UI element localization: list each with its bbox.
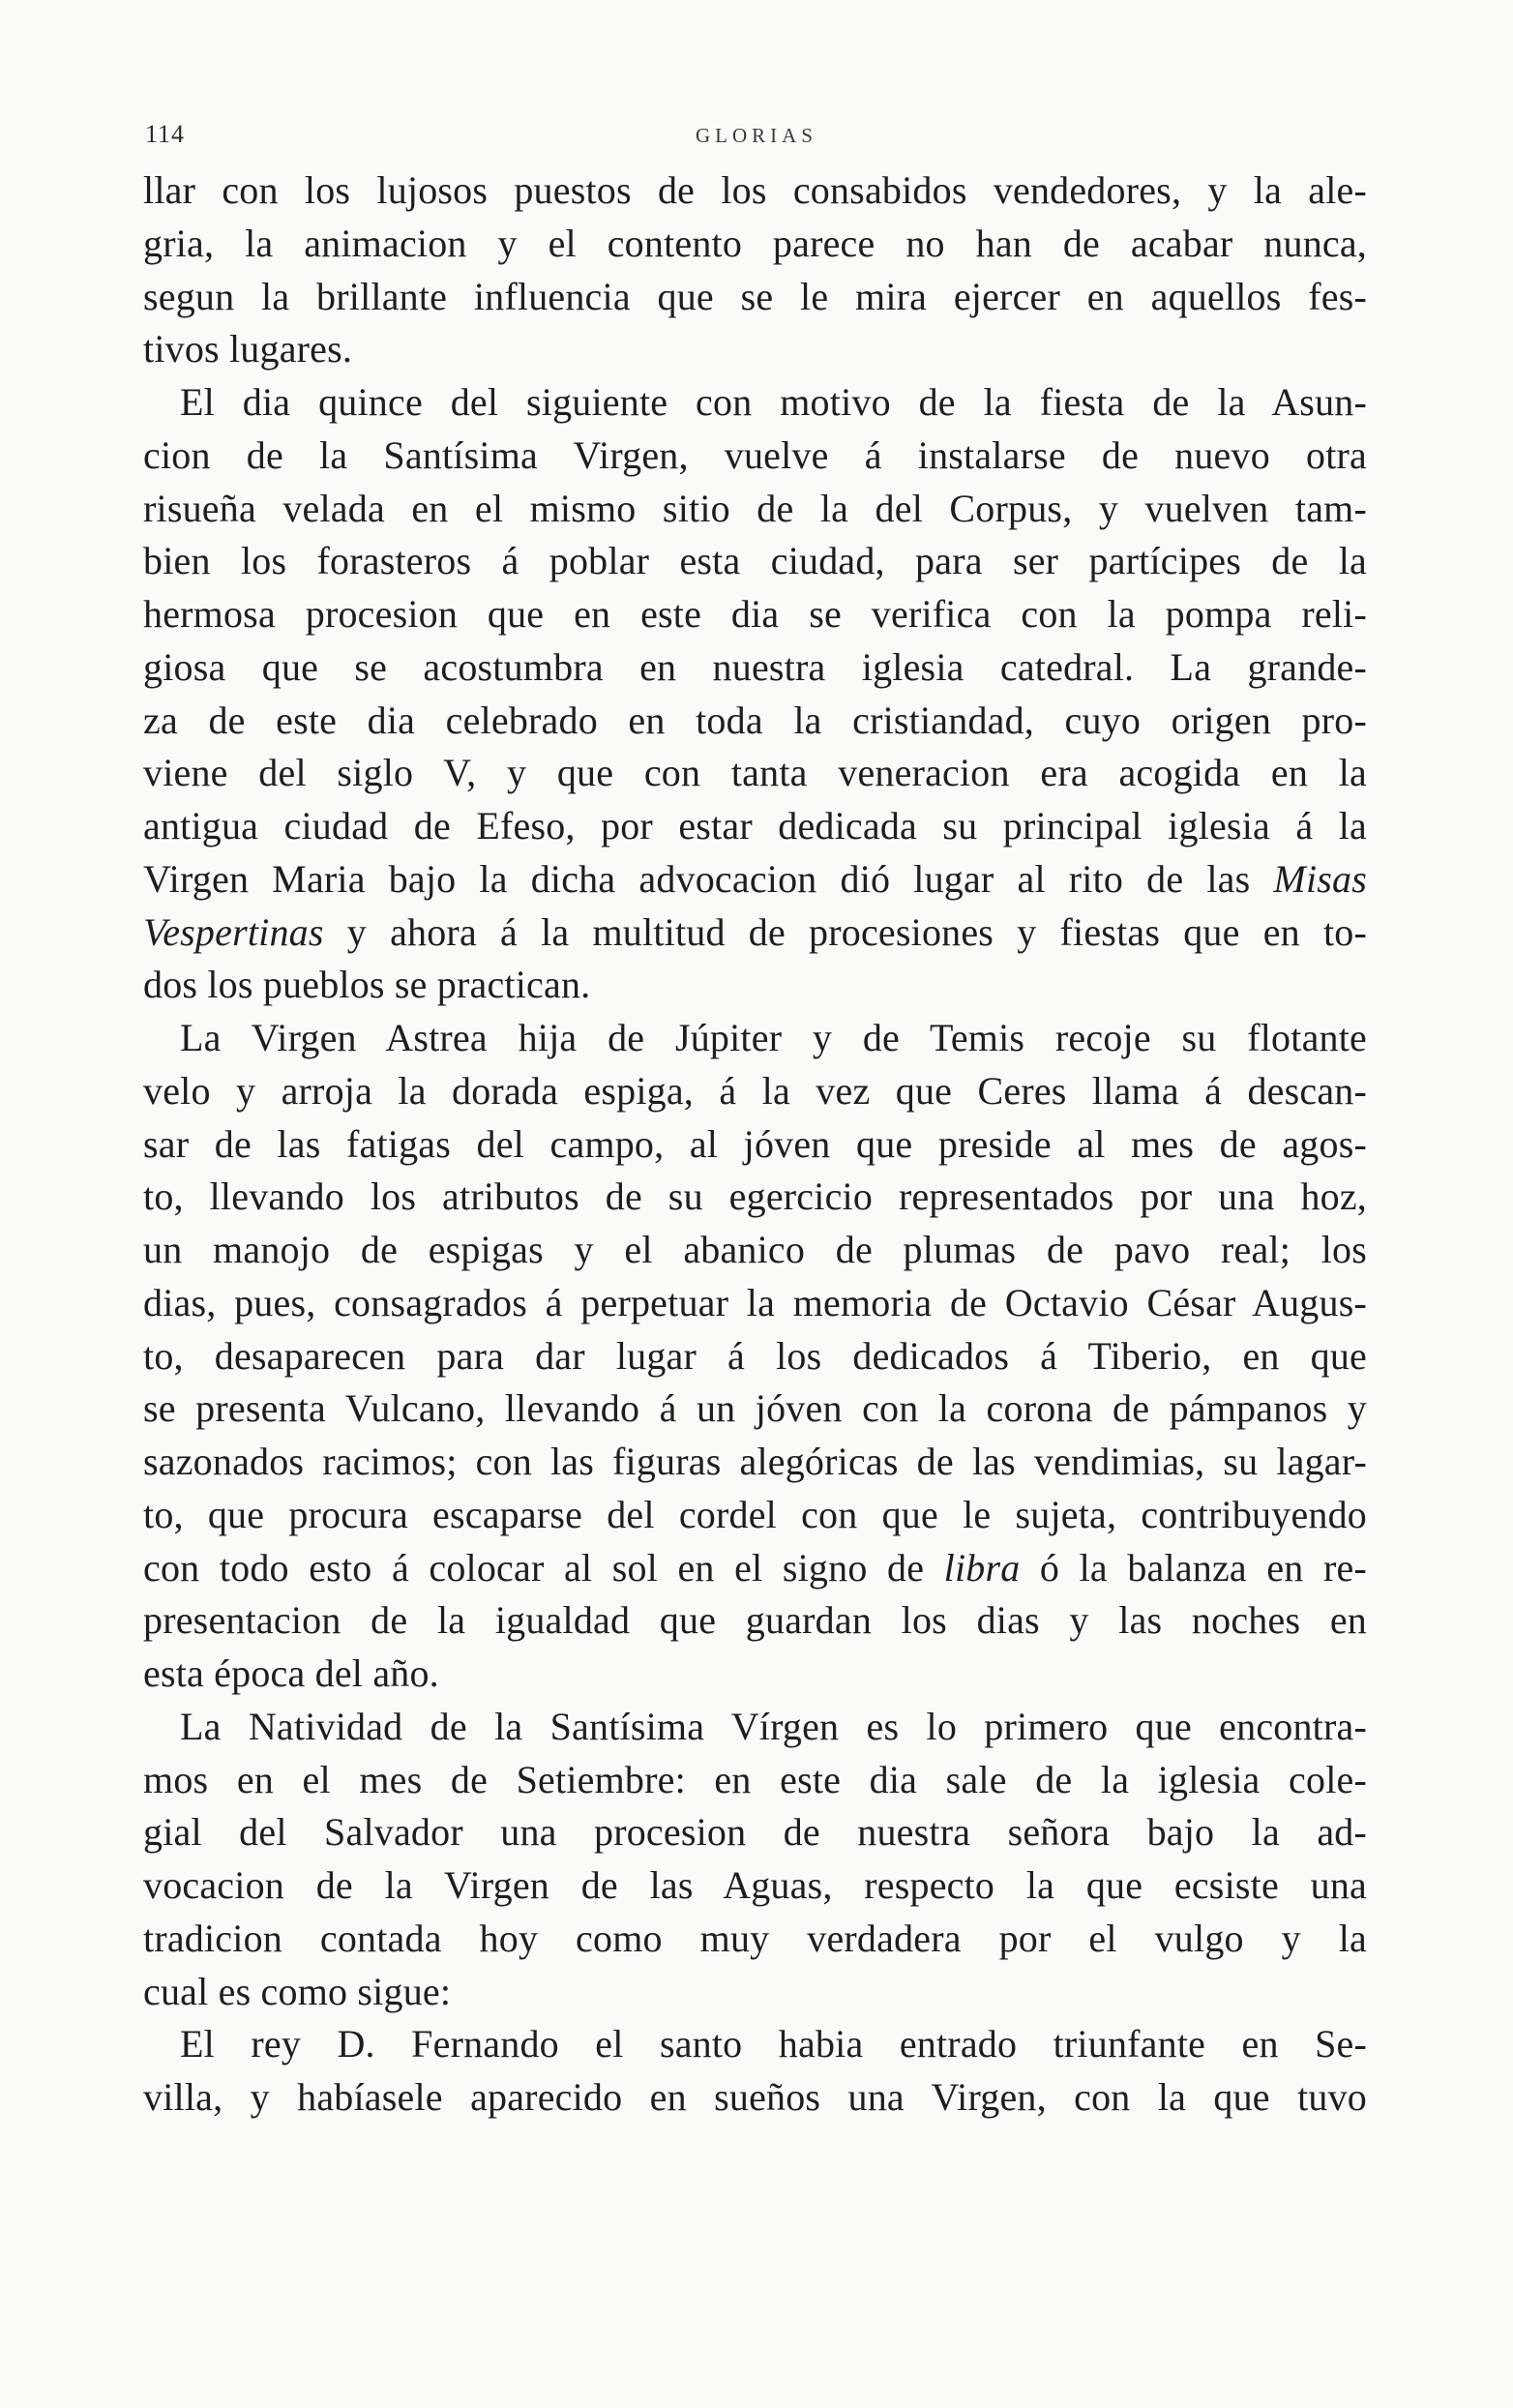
page-number: 114 — [145, 120, 186, 148]
text-line: risueña velada en el mismo sitio de la del Corpus, y vuelven tam- — [143, 486, 1367, 530]
text-line: hermosa procesion que en este dia se verifica con la pompa reli- — [143, 592, 1367, 636]
text-line: esta época del año. — [143, 1651, 439, 1695]
text-line: presentacion de la igualdad que guardan los dias y las noches en — [143, 1598, 1367, 1643]
text-line — [143, 907, 1367, 960]
text-line: gria, la animacion y el contento parece no han de acabar nunca, — [143, 221, 1367, 265]
text-line: bien los forasteros á poblar esta ciudad, para ser partícipes de la — [143, 539, 1367, 583]
text-line — [143, 1542, 1367, 1595]
text-segment: Virgen Maria bajo la dicha advocacion dió lugar al rito de las — [143, 856, 1274, 901]
text-line: viene del siglo V, y que con tanta veneracion era acogida en la — [143, 751, 1367, 795]
text-line: un manojo de espigas y el abanico de plumas de pavo real; los — [143, 1228, 1367, 1271]
text-line: sar de las fatigas del campo, al jóven que preside al mes de agos- — [143, 1121, 1367, 1166]
italic-term: Vespertinas — [143, 909, 324, 954]
text-segment: con todo esto á colocar al sol en el signo de — [143, 1545, 944, 1590]
text-line: giosa que se acostumbra en nuestra iglesia catedral. La grande- — [143, 644, 1367, 689]
text-line: dias, pues, consagrados á perpetuar la memoria de Octavio César Augus- — [143, 1280, 1367, 1324]
text-line: za de este dia celebrado en toda la cristiandad, cuyo origen pro- — [143, 698, 1367, 742]
text-line: mos en el mes de Setiembre: en este dia sale de la iglesia cole- — [143, 1757, 1367, 1801]
text-line: to, llevando los atributos de su egercicio representados por una hoz, — [143, 1174, 1367, 1219]
text-line: antigua ciudad de Efeso, por estar dedicada su principal iglesia á la — [143, 804, 1367, 847]
text-line — [143, 853, 1367, 907]
italic-term: Misas — [1273, 856, 1367, 901]
body-text — [143, 164, 1367, 2125]
text-segment: ó la balanza en re- — [1020, 1545, 1367, 1590]
text-line: villa, y habíasele aparecido en sueños una Virgen, con la que tuvo — [143, 2075, 1367, 2119]
text-line: segun la brillante influencia que se le mira ejercer en aquellos fes- — [143, 274, 1367, 318]
text-line: llar con los lujosos puestos de los consabidos vendedores, y la ale- — [143, 168, 1367, 212]
text-segment: y ahora á la multitud de procesiones y fiestas que en to- — [323, 909, 1367, 954]
running-title: GLORIAS — [695, 124, 817, 147]
text-line: cion de la Santísima Virgen, vuelve á instalarse de nuevo otra — [143, 432, 1367, 477]
text-line: tradicion contada hoy como muy verdadera por el vulgo y la — [143, 1916, 1367, 1960]
text-line: gial del Salvador una procesion de nuestra señora bajo la ad- — [143, 1810, 1367, 1855]
text-line: velo y arroja la dorada espiga, á la vez que Ceres llama á descan- — [143, 1068, 1367, 1113]
text-line: to, que procura escaparse del cordel con que le sujeta, contribuyendo — [143, 1492, 1367, 1536]
text-line: vocacion de la Virgen de las Aguas, respecto la que ecsiste una — [143, 1863, 1367, 1907]
text-line: to, desaparecen para dar lugar á los dedicados á Tiberio, en que — [143, 1333, 1367, 1378]
text-line: se presenta Vulcano, llevando á un jóven con la corona de pámpanos y — [143, 1386, 1367, 1431]
italic-term: libra — [943, 1545, 1021, 1590]
text-line: tivos lugares. — [143, 327, 353, 372]
text-line: dos los pueblos se practican. — [143, 963, 591, 1007]
text-line: sazonados racimos; con las figuras alegóricas de las vendimias, su lagar- — [143, 1440, 1367, 1483]
text-line: cual es como sigue: — [143, 1969, 452, 2013]
text-line: La Natividad de la Santísima Vírgen es lo primero que encontra- — [180, 1704, 1367, 1748]
text-line: El dia quince del siguiente con motivo de la fiesta de la Asun- — [180, 380, 1367, 424]
text-line: El rey D. Fernando el santo habia entrado triunfante en Se- — [180, 2022, 1367, 2066]
text-line: La Virgen Astrea hija de Júpiter y de Temis recoje su flotante — [180, 1016, 1367, 1059]
